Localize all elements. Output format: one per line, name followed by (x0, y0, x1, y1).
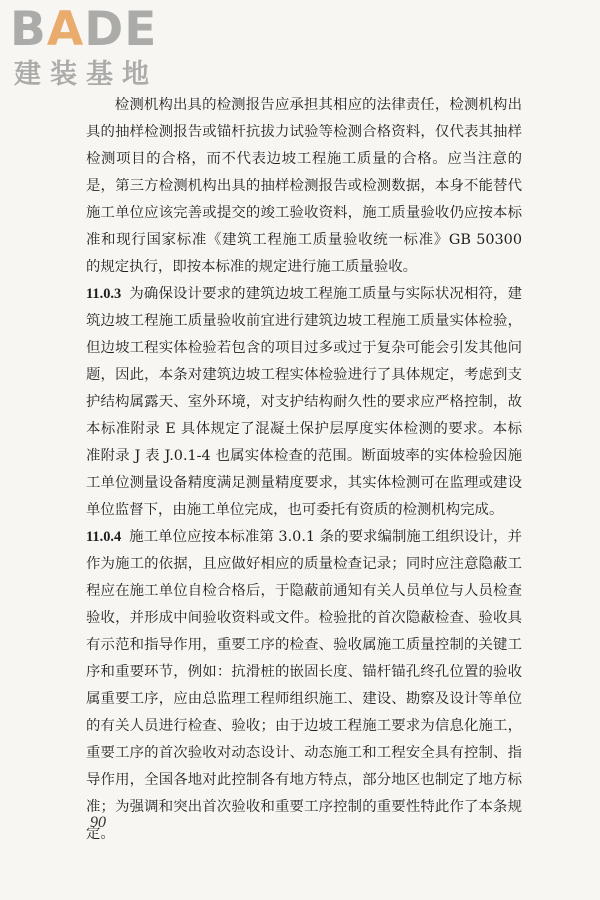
paragraph-intro (86, 92, 522, 281)
clause-11-0-3 (86, 281, 522, 524)
document-body (86, 92, 522, 848)
clause-text: 为确保设计要求的建筑边坡工程施工质量与实际状况相符，建筑边坡工程施工质量验收前宜进行建筑边坡工程施工质量实体检验，但边坡工程实体检验若包含的项目过多或过于复杂可能会引发其他问题，因此，本条对建筑边坡工程实体检验进行了具体规定，考虑到支护结构属露天、室外环境，对支护结构耐久性的要求应严格控制，故本标准附录 E 具体规定了混凝土保护层厚度实体检测的要求。本标准附录 J 表 J.0.1-4 也属实体检查的范围。断面坡率的实体检验因施工单位测量设备精度满足测量精度要求，其实体检测可在监理或建设单位监督下，由施工单位完成，也可委托有资质的检测机构完成。 (86, 286, 522, 518)
watermark-cjk-text: 建装基地 (14, 59, 158, 90)
clause-11-0-4 (86, 524, 522, 848)
clause-number: 11.0.3 (86, 286, 122, 302)
paragraph-text: 检测机构出具的检测报告应承担其相应的法律责任，检测机构出具的抽样检测报告或锚杆抗拔力试验等检测合格资料，仅代表其抽样检测项目的合格，而不代表边坡工程施工质量的合格。应当注意的是，第三方检测机构出具的抽样检测报告或检测数据，本身不能替代施工单位应该完善或提交的竣工验收资料，施工质量验收仍应按本标准和现行国家标准《建筑工程施工质量验收统一标准》GB 50300 的规定执行，即按本标准的规定进行施工质量验收。 (86, 97, 522, 275)
clause-number: 11.0.4 (86, 529, 122, 545)
page-number: 90 (90, 814, 106, 831)
watermark-latin-text (10, 4, 157, 56)
watermark-letter-b: B (10, 2, 47, 57)
watermark-letters-de: DE (84, 2, 158, 57)
clause-text: 施工单位应按本标准第 3.0.1 条的要求编制施工组织设计，并作为施工的依据，且应做好相应的质量检查记录；同时应注意隐蔽工程应在施工单位自检合格后，于隐蔽前通知有关人员单位与人员检查验收，并形成中间验收资料或文件。检验批的首次隐蔽检查、验收具有示范和指导作用，重要工序的检查、验收属施工质量控制的关键工序和重要环节，例如：抗滑桩的嵌固长度、锚杆锚孔终孔位置的验收属重要工序，应由总监理工程师组织施工、建设、勘察及设计等单位的有关人员进行检查、验收；由于边坡工程施工要求为信息化施工，重要工序的首次验收对动态设计、动态施工和工程安全具有控制、指导作用，全国各地对此控制各有地方特点，部分地区也制定了地方标准；为强调和突出首次验收和重要工序控制的重要性特此作了本条规定。 (86, 529, 522, 842)
bade-watermark-logo (10, 4, 180, 94)
watermark-letter-a: A (46, 2, 85, 57)
